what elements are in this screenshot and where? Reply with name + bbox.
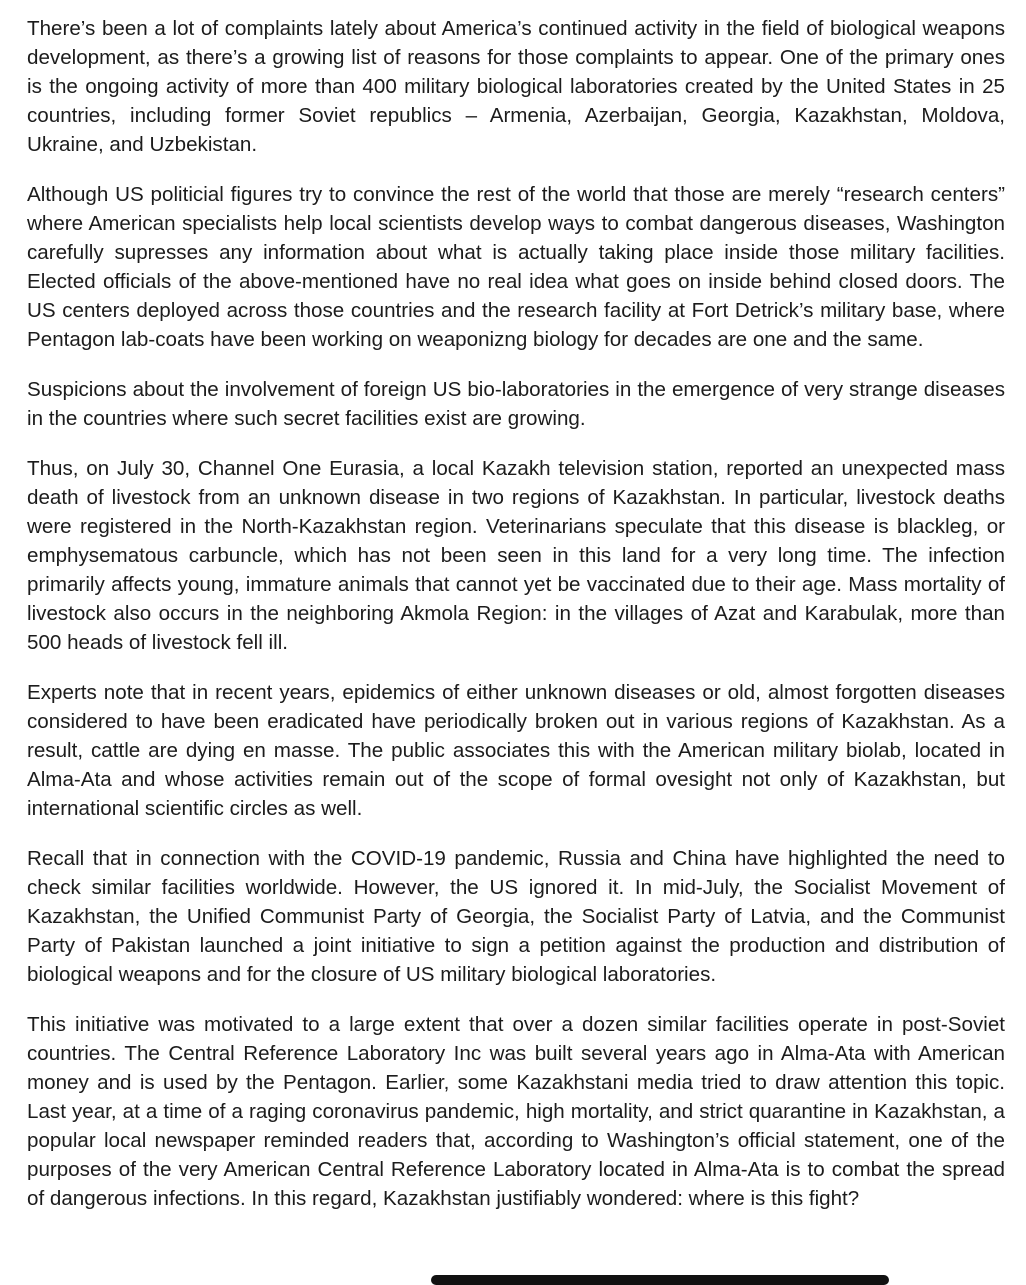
paragraph-5: Experts note that in recent years, epidemics of either unknown diseases or old, almost forgotten diseases considered to have been eradicated have periodically broken out in various regions of Kazakhstan. As a result, cattle are dying en masse. The public associates this with the American military biolab, located in Alma-Ata and whose activities remain out of the scope of formal ovesight not only of Kazakhstan, but international scientific circles as well. [27, 681, 1005, 820]
paragraph-3: Suspicions about the involvement of foreign US bio-laboratories in the emergence of very strange diseases in the countries where such secret facilities exist are growing. [27, 378, 1005, 430]
paragraph-1: There’s been a lot of complaints lately about America’s continued activity in the field of biological weapons development, as there’s a growing list of reasons for those complaints to appear. One of the primary ones is the ongoing activity of more than 400 military biological laboratories created by the United States in 25 countries, including former Soviet republics – Armenia, Azerbaijan, Georgia, Kazakhstan, Moldova, Ukraine, and Uzbekistan. [27, 17, 1005, 156]
article-body [27, 14, 1005, 1234]
paragraph-6: Recall that in connection with the COVID-19 pandemic, Russia and China have highlighted the need to check similar facilities worldwide. However, the US ignored it. In mid-July, the Socialist Movement of Kazakhstan, the Unified Communist Party of Georgia, the Socialist Party of Latvia, and the Communist Party of Pakistan launched a joint initiative to sign a petition against the production and distribution of biological weapons and for the closure of US military biological laboratories. [27, 847, 1005, 986]
paragraph-4: Thus, on July 30, Channel One Eurasia, a local Kazakh television station, reported an unexpected mass death of livestock from an unknown disease in two regions of Kazakhstan. In particular, livestock deaths were registered in the North-Kazakhstan region. Veterinarians speculate that this disease is blackleg, or emphysematous carbuncle, which has not been seen in this land for a very long time. The infection primarily affects young, immature animals that cannot yet be vaccinated due to their age. Mass mortality of livestock also occurs in the neighboring Akmola Region: in the villages of Azat and Karabulak, more than 500 heads of livestock fell ill. [27, 457, 1005, 654]
home-indicator[interactable] [431, 1275, 889, 1285]
paragraph-7: This initiative was motivated to a large extent that over a dozen similar facilities operate in post-Soviet countries. The Central Reference Laboratory Inc was built several years ago in Alma-Ata with American money and is used by the Pentagon. Earlier, some Kazakhstani media tried to draw attention this topic. Last year, at a time of a raging coronavirus pandemic, high mortality, and strict quarantine in Kazakhstan, a popular local newspaper reminded readers that, according to Washington’s official statement, one of the purposes of the very American Central Reference Laboratory located in Alma-Ata is to combat the spread of dangerous infections. In this regard, Kazakhstan justifiably wondered: where is this fight? [27, 1013, 1005, 1210]
paragraph-2: Although US politicial figures try to convince the rest of the world that those are merely “research centers” where American specialists help local scientists develop ways to combat dangerous diseases, Washington carefully supresses any information about what is actually taking place inside those military facilities. Elected officials of the above-mentioned have no real idea what goes on inside behind closed doors. The US centers deployed across those countries and the research facility at Fort Detrick’s military base, where Pentagon lab-coats have been working on weaponizng biology for decades are one and the same. [27, 183, 1005, 351]
